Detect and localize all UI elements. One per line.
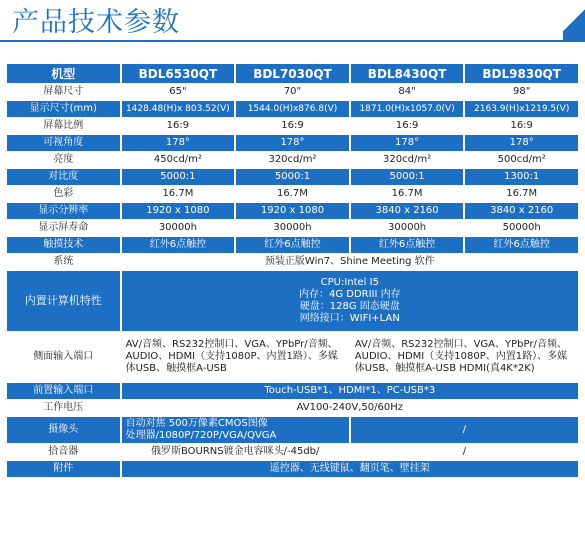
- row-label: 可视角度: [7, 135, 120, 151]
- microphone-left: 俄罗斯BOURNS镀金电容咪头/-45db/: [122, 444, 349, 460]
- cell-value: 98": [465, 84, 578, 100]
- cell-value: 5000:1: [351, 169, 464, 185]
- table-row-color: [7, 186, 578, 202]
- row-label: 触摸技术: [7, 237, 120, 253]
- spec-line: 硬盘：128G 固态硬盘: [299, 301, 400, 312]
- cell-value: 3840 x 2160: [465, 203, 578, 219]
- row-label: 显示尺寸(mm): [7, 101, 120, 117]
- cell-value: 16:9: [122, 118, 235, 134]
- row-label: 屏幕比例: [7, 118, 120, 134]
- row-label: 附件: [7, 461, 120, 477]
- cell-value: 16:9: [236, 118, 349, 134]
- spec-line: 网络接口：WIFI+LAN: [299, 313, 400, 324]
- cell-value: 320cd/m²: [236, 152, 349, 168]
- cell-value: 红外6点触控: [465, 237, 578, 253]
- cell-value: 1544.0(H)x876.8(V): [236, 101, 349, 117]
- cell-value: 预装正版Win7、Shine Meeting 软件: [122, 254, 578, 270]
- row-label: 对比度: [7, 169, 120, 185]
- table-row-voltage: [7, 400, 578, 416]
- cell-value: AV100-240V,50/60Hz: [122, 400, 578, 416]
- cell-value: 1300:1: [465, 169, 578, 185]
- cell-value: Touch-USB*1、HDMI*1、PC-USB*3: [122, 383, 578, 399]
- spec-line: CPU:Intel I5: [320, 277, 379, 288]
- cell-value: 红外6点触控: [236, 237, 349, 253]
- title-underline: [0, 40, 585, 42]
- cell-value: 65": [122, 84, 235, 100]
- table-header-row: [7, 64, 578, 83]
- side-ports-right: AV/音频、RS232控制口、VGA、YPbPr/音频、AUDIO、HDMI（支持1080P、内置1路）、多媒体USB、触摸框A-USB HDMI(真4K*2K): [351, 332, 578, 382]
- cell-value: 70": [236, 84, 349, 100]
- camera-right: /: [351, 417, 578, 443]
- cell-value: 320cd/m²: [351, 152, 464, 168]
- cell-value: 1871.0(H)x1057.0(V): [351, 101, 464, 117]
- header-label: 机型: [7, 64, 120, 83]
- page-title: 产品技术参数: [12, 7, 180, 38]
- cell-value: 5000:1: [122, 169, 235, 185]
- cell-value: 178°: [236, 135, 349, 151]
- model-name: BDL9830QT: [465, 64, 578, 83]
- camera-line: 处理器/1080P/720P/VGA/QVGA: [125, 430, 277, 441]
- row-label: 摄像头: [7, 417, 120, 443]
- cell-value: 30000h: [236, 220, 349, 236]
- cell-value: 50000h: [465, 220, 578, 236]
- side-ports-left: AV/音频、RS232控制口、VGA、YPbPr/音频、AUDIO、HDMI（支持1080P、内置1路）、多媒体USB、触摸框A-USB: [122, 332, 349, 382]
- cell-value: 450cd/m²: [122, 152, 235, 168]
- cell-value: 178°: [465, 135, 578, 151]
- row-label: 显示屏寿命: [7, 220, 120, 236]
- cell-value: 16.7M: [465, 186, 578, 202]
- cell-value: 30000h: [122, 220, 235, 236]
- cell-value: 5000:1: [236, 169, 349, 185]
- model-name: BDL8430QT: [351, 64, 464, 83]
- cell-value: 16.7M: [236, 186, 349, 202]
- cell-value: 1920 x 1080: [122, 203, 235, 219]
- table-row-viewing-angle: [7, 135, 578, 151]
- cell-value: 16.7M: [122, 186, 235, 202]
- cell-value: 16.7M: [351, 186, 464, 202]
- cell-value: 遥控器、无线键鼠、翻页笔、壁挂架: [122, 461, 578, 477]
- cell-value: 红外6点触控: [122, 237, 235, 253]
- table-row-microphone: [7, 444, 578, 460]
- table-row-brightness: [7, 152, 578, 168]
- cell-value: 84": [351, 84, 464, 100]
- table-row-aspect-ratio: [7, 118, 578, 134]
- spec-line: 内存：4G DDRIII 内存: [298, 289, 401, 300]
- page-title-bar: [0, 0, 585, 46]
- cell-value: 30000h: [351, 220, 464, 236]
- cell-value: 1428.48(H)x 803.52(V): [122, 101, 235, 117]
- camera-line: 自动对焦 500万像素CMOS图像: [125, 418, 268, 429]
- cell-value: 红外6点触控: [351, 237, 464, 253]
- row-label: 工作电压: [7, 400, 120, 416]
- row-label: 侧面输入端口: [7, 332, 120, 382]
- title-corner-accent: [563, 0, 585, 40]
- spec-table: [5, 63, 580, 478]
- row-label: 内置计算机特性: [7, 271, 120, 331]
- cell-value: 500cd/m²: [465, 152, 578, 168]
- computer-specs: [122, 271, 578, 331]
- cell-value: 16:9: [351, 118, 464, 134]
- camera-left: [122, 417, 349, 443]
- cell-value: 1920 x 1080: [236, 203, 349, 219]
- row-label: 系统: [7, 254, 120, 270]
- table-row-resolution: [7, 203, 578, 219]
- table-row-lifetime: [7, 220, 578, 236]
- model-name: BDL7030QT: [236, 64, 349, 83]
- table-row-touch: [7, 237, 578, 253]
- table-row-side-ports: [7, 332, 578, 382]
- table-row-screen-size: [7, 84, 578, 100]
- row-label: 拾音器: [7, 444, 120, 460]
- table-row-system: [7, 254, 578, 270]
- cell-value: 178°: [351, 135, 464, 151]
- cell-value: 2163.9(H)x1219.5(V): [465, 101, 578, 117]
- row-label: 前置输入端口: [7, 383, 120, 399]
- row-label: 显示分辨率: [7, 203, 120, 219]
- table-row-contrast: [7, 169, 578, 185]
- cell-value: 3840 x 2160: [351, 203, 464, 219]
- table-row-computer: [7, 271, 578, 331]
- row-label: 色彩: [7, 186, 120, 202]
- microphone-right: /: [351, 444, 578, 460]
- cell-value: 178°: [122, 135, 235, 151]
- model-name: BDL6530QT: [122, 64, 235, 83]
- table-row-front-ports: [7, 383, 578, 399]
- row-label: 屏幕尺寸: [7, 84, 120, 100]
- table-row-camera: [7, 417, 578, 443]
- table-row-display-size: [7, 101, 578, 117]
- row-label: 亮度: [7, 152, 120, 168]
- cell-value: 16:9: [465, 118, 578, 134]
- table-row-accessories: [7, 461, 578, 477]
